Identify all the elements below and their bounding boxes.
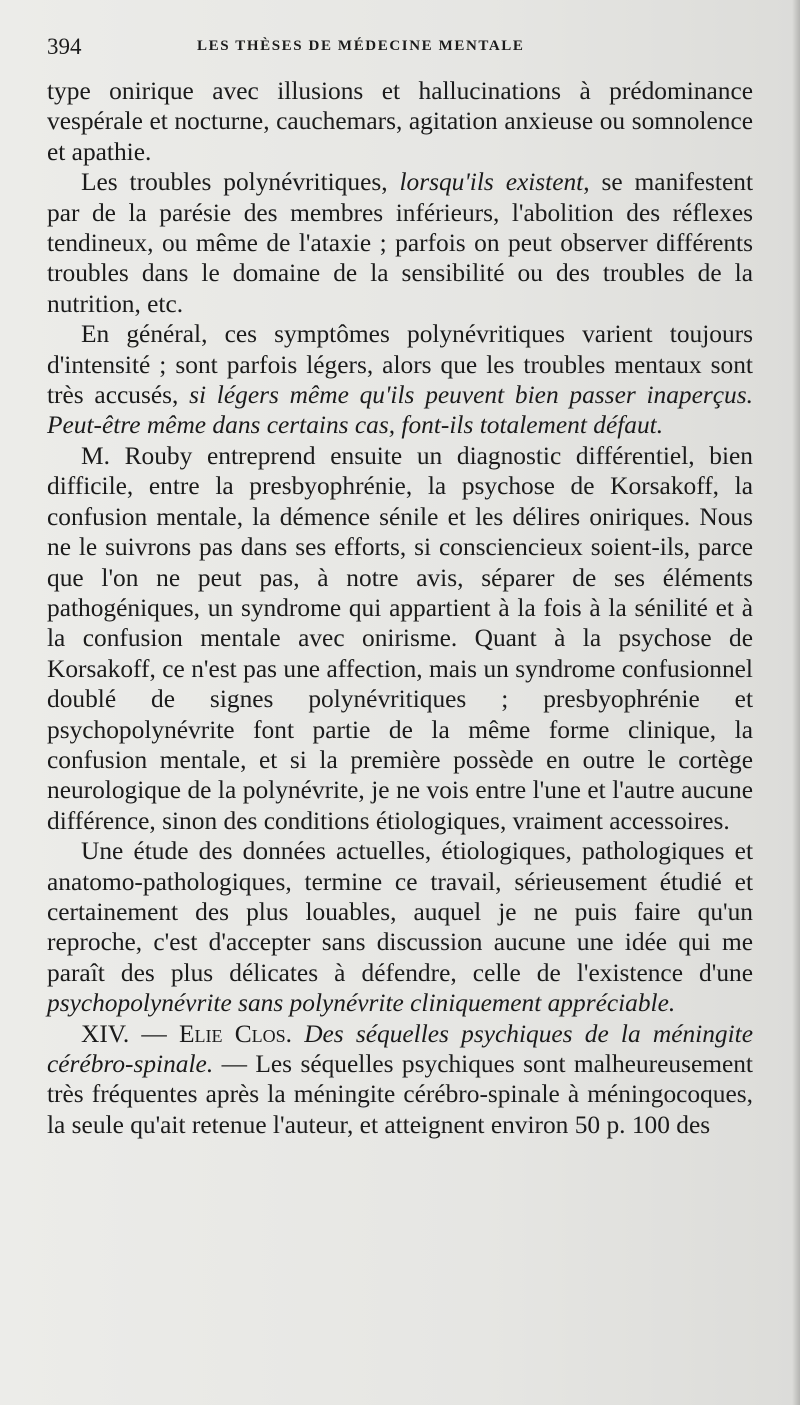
italic-text: lorsqu'ils existent — [399, 168, 584, 197]
text-run: XIV. — — [81, 1019, 179, 1048]
paragraph — [47, 76, 753, 167]
italic-text: Des séquelles psychiques de la méningite cérébro-spinale. — [47, 1019, 753, 1078]
paragraph — [47, 319, 753, 441]
running-title: LES THÈSES DE MÉDECINE MENTALE — [197, 38, 525, 54]
text-run: . — [285, 1019, 305, 1048]
page-number: 394 — [47, 34, 82, 59]
running-head — [47, 30, 757, 64]
text-run: Une étude des données actuelles, étiologiques, pathologiques et anatomo-pathologiques, termine ce travail, sérieusement étudié et certainement des plus louables, auquel je ne puis faire qu'un reproche, c'est d'accepter sans discussion aucune une idée qui me paraît des plus délicates à défendre, celle de l'existence d'une — [47, 837, 753, 987]
text-run: , se manifestent par de la parésie des membres inférieurs, l'abolition des réflexes tendineux, ou même de l'ataxie ; parfois on peut observer différents troubles dans le domaine de la sensibilité ou des troubles de la nutrition, etc. — [47, 168, 753, 318]
italic-text: si légers même qu'ils peuvent bien passer inaperçus. Peut-être même dans certains cas, font-ils totalement défaut. — [47, 381, 753, 440]
text-run: type onirique avec illusions et hallucinations à prédominance vespérale et nocturne, cauchemars, agitation anxieuse ou somnolence et apathie. — [47, 77, 753, 166]
paragraph — [47, 167, 753, 319]
paragraph — [47, 1019, 753, 1141]
text-run: Les troubles polynévritiques, — [81, 168, 400, 197]
text-run: M. Rouby entreprend ensuite un diagnostic différentiel, bien difficile, entre la presbyophrénie, la psychose de Korsakoff, la confusion mentale, la démence sénile et les délires oniriques. Nous ne le suivrons pas dans ses efforts, si consciencieux soient-ils, parce que l'on ne peut pas, à notre avis, séparer de ses éléments pathogéniques, un syndrome qui appartient à la fois à la sénilité et à la confusion mentale avec onirisme. Quant à la psychose de Korsakoff, ce n'est pas une affection, mais un syndrome confusionnel doublé de signes polynévritiques ; presbyophrénie et psychopolynévrite font partie de la même forme clinique, la confusion mentale, et si la première possède en outre le cortège neurologique de la polynévrite, je ne vois entre l'une et l'autre aucune différence, sinon des conditions étiologiques, vraiment accessoires. — [47, 441, 753, 835]
author-name: Elie Clos — [179, 1019, 286, 1048]
page-edge-shadow — [792, 0, 800, 1405]
italic-text: psychopolynévrite sans polynévrite cliniquement appréciable. — [47, 989, 676, 1018]
paragraph — [47, 836, 753, 1018]
paragraph — [47, 441, 753, 836]
text-run: En général, ces symptômes polynévritiques varient toujours d'intensité ; sont parfois légers, alors que les troubles mentaux sont très accusés, — [47, 320, 753, 410]
body-text — [47, 76, 753, 1140]
text-run: — Les séquelles psychiques sont malheureusement très fréquentes après la méningite cérébro-spinale à méningocoques, la seule qu'ait retenue l'auteur, et atteignent environ 50 p. 100 des — [47, 1050, 753, 1139]
